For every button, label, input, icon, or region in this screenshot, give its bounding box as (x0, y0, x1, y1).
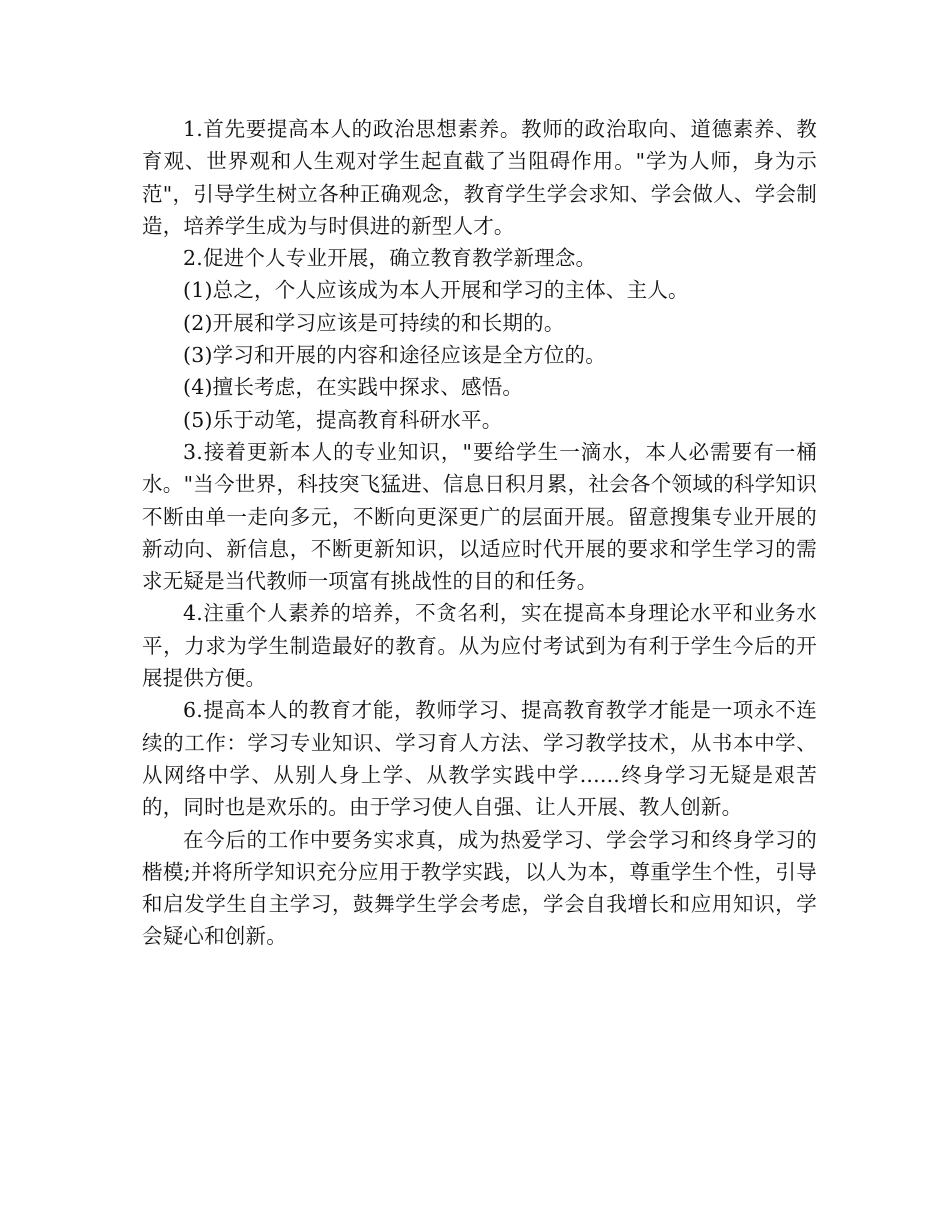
document-body (142, 113, 817, 953)
paragraph-teaching-ability: 6.提高本人的教育才能，教师学习、提高教育教学才能是一项永不连续的工作：学习专业知识、学习育人方法、学习教学技术，从书本中学、从网络中学、从别人身上学、从教学实践中学......终身学习无疑是艰苦的，同时也是欢乐的。由于学习使人自强、让人开展、教人创新。 (142, 698, 817, 820)
list-item-1: (1)总之，个人应该成为本人开展和学习的主体、主人。 (183, 278, 689, 303)
paragraph-professional-development: 2.促进个人专业开展，确立教育教学新理念。 (183, 246, 597, 271)
list-item-5: (5)乐于动笔，提高教育科研水平。 (183, 407, 503, 432)
paragraph-update-knowledge: 3.接着更新本人的专业知识，"要给学生一滴水，本人必需要有一桶水。"当今世界，科技突飞猛进、信息日积月累，社会各个领域的科学知识不断由单一走向多元，不断向更深更广的层面开展。留意搜集专业开展的新动向、新信息，不断更新知识，以适应时代开展的要求和学生学习的需求无疑是当代教师一项富有挑战性的目的和任务。 (142, 439, 817, 594)
list-item-2: (2)开展和学习应该是可持续的和长期的。 (183, 310, 565, 335)
paragraph-personal-quality: 4.注重个人素养的培养，不贪名利，实在提高本身理论水平和业务水平，力求为学生制造最好的教育。从为应付考试到为有利于学生今后的开展提供方便。 (142, 601, 817, 691)
list-item-3: (3)学习和开展的内容和途径应该是全方位的。 (183, 343, 606, 368)
paragraph-political-quality: 1.首先要提高本人的政治思想素养。教师的政治取向、道德素养、教育观、世界观和人生观对学生起直截了当阻碍作用。"学为人师，身为示范"，引导学生树立各种正确观念，教育学生学会求知、学会做人、学会制造，培养学生成为与时俱进的新型人才。 (142, 117, 817, 238)
paragraph-conclusion: 在今后的工作中要务实求真，成为热爱学习、学会学习和终身学习的楷模;并将所学知识充分应用于教学实践，以人为本，尊重学生个性，引导和启发学生自主学习，鼓舞学生学会考虑，学会自我增长和应用知识，学会疑心和创新。 (142, 827, 817, 949)
list-item-4: (4)擅长考虑，在实践中探求、感悟。 (183, 375, 524, 400)
